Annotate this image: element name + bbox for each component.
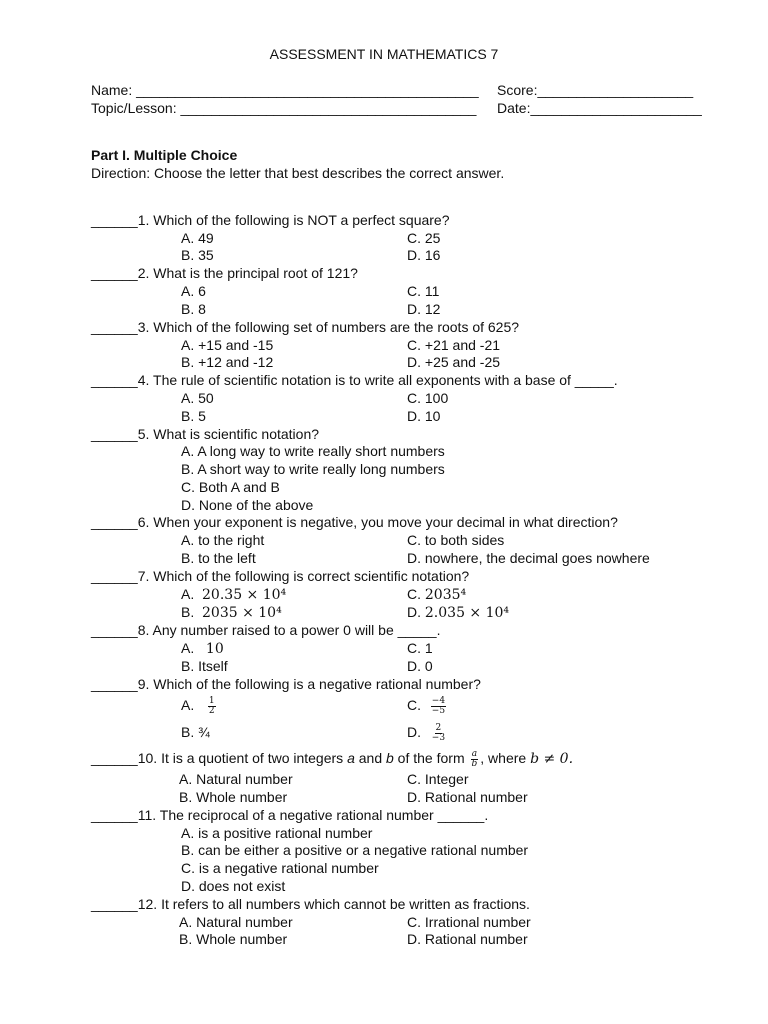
q7-choice-d: [407, 603, 509, 622]
q3-choice-b: B. +12 and -12: [181, 354, 274, 370]
question-11: ______11. The reciprocal of a negative rational number ______.: [91, 807, 489, 823]
q6-choice-a: A. to the right: [181, 532, 265, 548]
q7-choice-a: [181, 585, 286, 604]
q12-choice-d: D. Rational number: [407, 931, 528, 947]
q10-choice-c: C. Integer: [407, 771, 469, 787]
q1-choice-a: A. 49: [181, 230, 214, 246]
q3-choice-a: A. +15 and -15: [181, 337, 274, 353]
q5-choice-c: C. Both A and B: [181, 479, 280, 495]
q11-choice-d: D. does not exist: [181, 878, 286, 894]
q2-choice-c: C. 11: [407, 283, 440, 299]
variable-b: b: [386, 750, 394, 766]
q8-choice-d: D. 0: [407, 658, 433, 674]
direction-text: Direction: Choose the letter that best describes the correct answer.: [91, 165, 505, 181]
q2-choice-a: A. 6: [181, 283, 206, 299]
q8-choice-c: C. 1: [407, 640, 433, 656]
math-expression: 20.35 × 10⁴: [202, 587, 287, 603]
q1-choice-c: C. 25: [407, 230, 441, 246]
choice-label: A.: [181, 697, 195, 713]
question-8: ______8. Any number raised to a power 0 will be _____.: [91, 622, 441, 638]
question-2: ______2. What is the principal root of 121?: [91, 265, 358, 281]
fraction-denominator: −5: [431, 705, 446, 716]
q5-choice-a: A. A long way to write really short numbers: [181, 443, 445, 459]
part-heading: Part I. Multiple Choice: [91, 147, 238, 163]
q7-choice-b: [181, 603, 282, 622]
q7-choice-c: [407, 585, 466, 604]
question-1: ______1. Which of the following is NOT a perfect square?: [91, 212, 450, 228]
q5-choice-d: D. None of the above: [181, 497, 314, 513]
math-expression: 2035 × 10⁴: [202, 605, 282, 621]
question-text: of the form: [393, 750, 469, 766]
q9-choice-a: [181, 693, 218, 717]
choice-label: C.: [407, 586, 421, 602]
question-text: ______10. It is a quotient of two integers: [91, 750, 348, 766]
fraction: [208, 697, 216, 716]
fraction-denominator: 2: [208, 705, 215, 716]
fraction-numerator: −4: [431, 695, 446, 706]
q9-choice-d: [407, 720, 448, 744]
fraction: [431, 697, 446, 716]
q10-choice-b: B. Whole number: [179, 789, 288, 805]
fraction: [431, 724, 446, 743]
choice-label: D.: [407, 604, 421, 620]
question-5: ______5. What is scientific notation?: [91, 426, 320, 442]
fraction-denominator: −3: [431, 732, 446, 743]
q9-choice-c: [407, 693, 448, 717]
q11-choice-a: A. is a positive rational number: [181, 825, 373, 841]
q4-choice-c: C. 100: [407, 390, 449, 406]
q8-choice-b: B. Itself: [181, 658, 228, 674]
q10-choice-a: A. Natural number: [179, 771, 293, 787]
math-expression: b ≠ 0.: [530, 751, 574, 767]
fraction-numerator: 1: [208, 695, 215, 706]
q6-choice-c: C. to both sides: [407, 532, 505, 548]
question-4: ______4. The rule of scientific notation is to write all exponents with a base of _____.: [91, 372, 618, 388]
question-9: ______9. Which of the following is a negative rational number?: [91, 676, 481, 692]
fraction-numerator: a: [471, 748, 478, 759]
question-7: ______7. Which of the following is correct scientific notation?: [91, 568, 470, 584]
q11-choice-c: C. is a negative rational number: [181, 860, 379, 876]
q2-choice-d: D. 12: [407, 301, 441, 317]
q4-choice-d: D. 10: [407, 408, 441, 424]
q12-choice-b: B. Whole number: [179, 931, 288, 947]
page-title: ASSESSMENT IN MATHEMATICS 7: [269, 46, 499, 62]
q4-choice-b: B. 5: [181, 408, 206, 424]
q1-choice-d: D. 16: [407, 247, 441, 263]
question-text: , where: [480, 750, 531, 766]
q6-choice-b: B. to the left: [181, 550, 256, 566]
date-field[interactable]: Date:______________________: [497, 100, 702, 116]
q12-choice-a: A. Natural number: [179, 914, 293, 930]
question-3: ______3. Which of the following set of numbers are the roots of 625?: [91, 319, 520, 335]
question-12: ______12. It refers to all numbers which cannot be written as fractions.: [91, 896, 530, 912]
q1-choice-b: B. 35: [181, 247, 214, 263]
choice-label: B.: [181, 604, 195, 620]
choice-label: C.: [407, 697, 421, 713]
question-6: ______6. When your exponent is negative, you move your decimal in what direction?: [91, 514, 618, 530]
fraction-denominator: b: [471, 758, 478, 769]
q3-choice-d: D. +25 and -25: [407, 354, 501, 370]
name-field[interactable]: Name: ____________________________________________: [91, 82, 479, 98]
fraction: [471, 750, 479, 769]
q9-choice-b: B. ¾: [181, 724, 210, 740]
q3-choice-c: C. +21 and -21: [407, 337, 501, 353]
choice-label: A.: [181, 586, 195, 602]
question-10: [91, 746, 573, 771]
q4-choice-a: A. 50: [181, 390, 214, 406]
q12-choice-c: C. Irrational number: [407, 914, 531, 930]
score-field[interactable]: Score:____________________: [497, 82, 694, 98]
fraction-numerator: 2: [435, 722, 442, 733]
q5-choice-b: B. A short way to write really long numbers: [181, 461, 445, 477]
math-expression: 2.035 × 10⁴: [424, 605, 510, 621]
choice-label: A.: [181, 640, 195, 656]
q6-choice-d: D. nowhere, the decimal goes nowhere: [407, 550, 650, 566]
q2-choice-b: B. 8: [181, 301, 206, 317]
q11-choice-b: B. can be either a positive or a negative rational number: [181, 842, 529, 858]
choice-label: D.: [407, 724, 421, 740]
q8-choice-a: [181, 639, 224, 658]
math-expression: 10: [205, 641, 224, 657]
math-expression: 2035⁴: [424, 587, 467, 603]
variable-a: a: [347, 750, 355, 766]
q10-choice-d: D. Rational number: [407, 789, 528, 805]
topic-field[interactable]: Topic/Lesson: ______________________________________: [91, 100, 477, 116]
question-text: and: [354, 750, 386, 766]
